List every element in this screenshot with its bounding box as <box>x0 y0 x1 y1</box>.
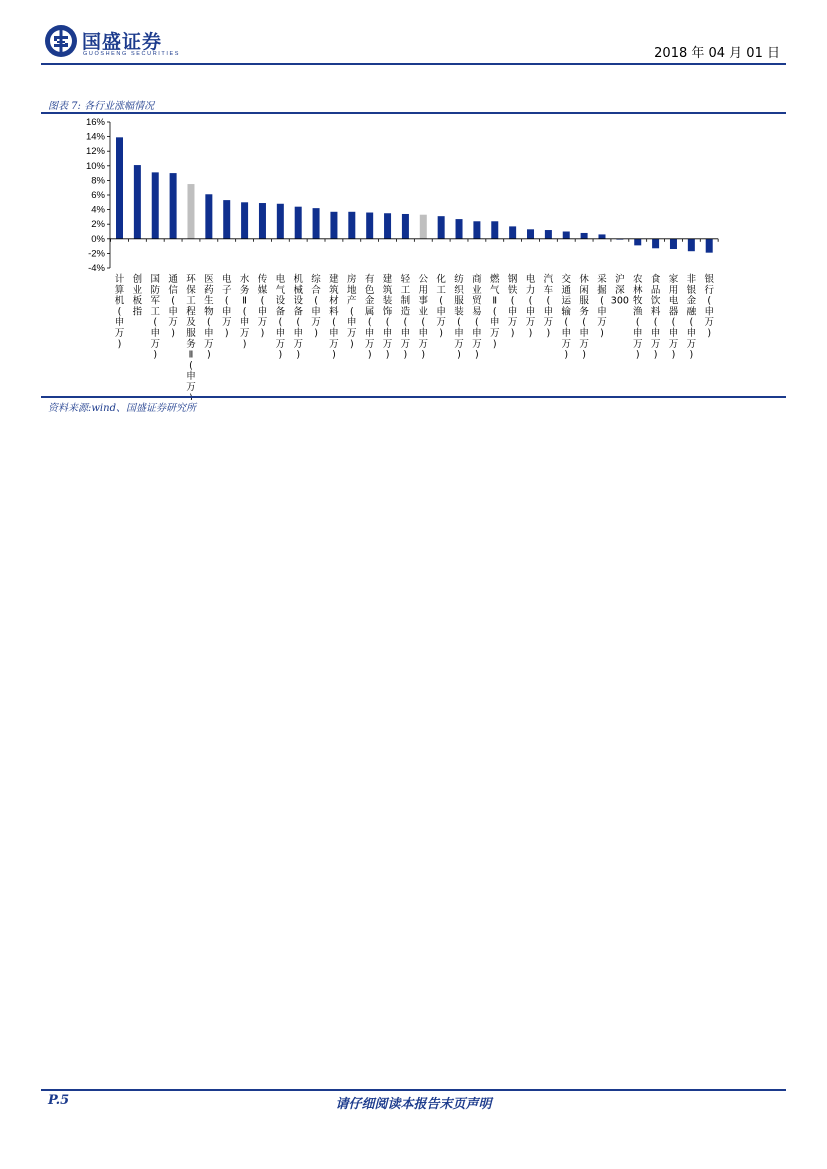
x-category-label: 商业贸易(申万) <box>472 274 482 361</box>
logo-text: 国盛证券 <box>82 31 163 53</box>
x-category-label: 燃气 Ⅱ (申万) <box>490 274 500 350</box>
x-category-label: 水务 Ⅱ (申万) <box>239 274 250 350</box>
x-category-label: 汽车(申万) <box>543 274 554 339</box>
industry-return-bar-chart <box>0 0 827 400</box>
y-tick-label: 0% <box>91 233 105 245</box>
bar <box>170 173 177 239</box>
logo-subtext: GUOSHENG SECURITIES <box>83 51 181 57</box>
bar <box>241 202 248 239</box>
x-category-label: 传媒(申万) <box>257 274 268 339</box>
x-category-label: 休闲服务(申万) <box>579 274 589 361</box>
bar <box>205 194 212 239</box>
footer-divider <box>41 1089 786 1091</box>
bar <box>366 213 373 239</box>
bar <box>598 234 605 238</box>
x-category-label: 有色金属(申万) <box>364 274 375 361</box>
x-category-label: 沪深 300 <box>610 274 629 307</box>
bar <box>330 212 337 239</box>
x-category-label: 电子(申万) <box>221 274 232 339</box>
x-category-label: 环保工程及服务 Ⅱ (申万 <box>186 274 196 393</box>
bar <box>116 137 123 238</box>
x-category-label: 房地产(申万) <box>347 274 357 350</box>
bar <box>348 212 355 239</box>
x-category-label: 纺织服装(申万) <box>454 274 464 361</box>
bar <box>295 207 302 239</box>
bar <box>152 172 159 238</box>
bar <box>581 233 588 239</box>
bar <box>563 232 570 239</box>
x-category-label: 创业板指 <box>132 274 143 318</box>
x-category-label: 电气设备(申万) <box>275 274 286 361</box>
y-tick-label: 10% <box>85 160 105 172</box>
bar <box>706 239 713 253</box>
x-category-label: 银行(申万) <box>704 274 714 339</box>
x-category-label: 食品饮料(申万) <box>650 274 661 361</box>
bar <box>670 239 677 249</box>
y-tick-label: 12% <box>85 146 105 158</box>
bar <box>652 239 659 248</box>
x-category-label: 钢铁(申万) <box>507 274 518 339</box>
y-tick-label: 6% <box>91 190 105 201</box>
bar <box>134 165 141 239</box>
x-category-label: 非银金融(申万) <box>686 274 697 361</box>
bar <box>456 219 463 239</box>
bar <box>277 204 284 239</box>
figure-bottom-rule <box>41 396 786 398</box>
bar <box>438 216 445 239</box>
bar <box>634 239 641 246</box>
figure-title: 图表 7: 各行业涨幅情况 <box>48 101 155 112</box>
bar <box>402 214 409 239</box>
bar <box>187 184 194 239</box>
y-tick-label: 4% <box>91 204 105 216</box>
bar <box>384 213 391 239</box>
y-tick-label: 14% <box>85 131 105 143</box>
bar <box>313 208 320 239</box>
x-category-label: 建筑装饰(申万) <box>382 274 393 361</box>
bar <box>545 230 552 239</box>
x-category-label: 交通运输(申万) <box>561 274 572 361</box>
report-date: 2018 年 04 月 01 日 <box>654 46 780 61</box>
y-tick-label: -4% <box>88 263 105 274</box>
x-category-label: 化工(申万) <box>436 274 446 339</box>
footer-disclaimer: 请仔细阅读本报告末页声明 <box>335 1097 492 1112</box>
y-tick-label: 8% <box>91 175 105 187</box>
x-category-label: 公用事业(申万) <box>418 274 429 361</box>
bar <box>420 215 427 239</box>
x-category-label: 建筑材料(申万) <box>329 274 339 361</box>
x-category-label: 医药生物(申万) <box>204 274 214 361</box>
x-category-label: 通信(申万) <box>168 274 178 339</box>
x-category-label: 家用电器(申万) <box>668 274 679 361</box>
bar <box>688 239 695 251</box>
y-tick-label: 16% <box>85 117 105 128</box>
x-category-label: 采掘(申万) <box>597 274 607 339</box>
bar <box>223 200 230 239</box>
figure-source: 资料来源:wind、国盛证券研究所 <box>48 403 196 414</box>
x-category-label: 机械设备(申万) <box>293 274 303 361</box>
x-category-label: 轻工制造(申万) <box>400 274 411 361</box>
bar <box>259 203 266 239</box>
x-category-label: 计算机(申万) <box>114 274 125 350</box>
x-category-label: 电力(申万) <box>525 274 536 339</box>
x-category-label: 综合(申万) <box>311 274 321 339</box>
page-number: P.5 <box>48 1093 70 1108</box>
bar <box>509 226 516 238</box>
x-category-label: 国防军工(申万) <box>150 274 160 361</box>
bar <box>527 229 534 238</box>
y-tick-label: 2% <box>91 219 105 231</box>
bar <box>491 221 498 239</box>
x-category-label: 农林牧渔(申万) <box>632 274 643 361</box>
bar <box>473 221 480 239</box>
y-tick-label: -2% <box>88 248 105 260</box>
